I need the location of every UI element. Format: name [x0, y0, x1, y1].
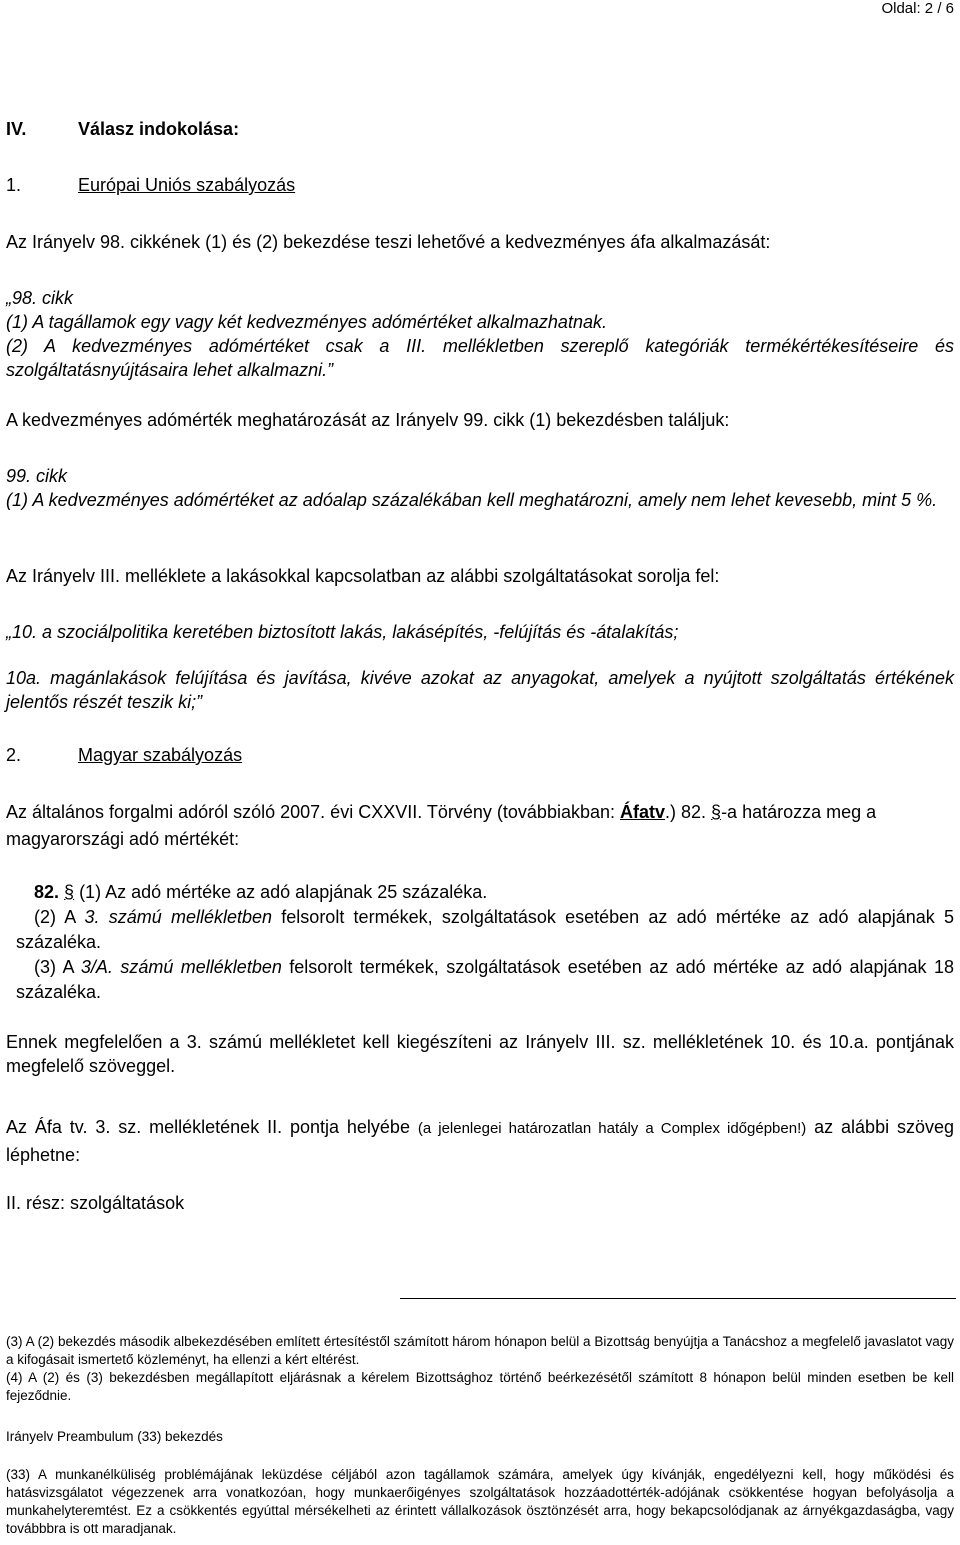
article-99-title: 99. cikk	[6, 466, 68, 486]
afatv-annex-paragraph	[6, 1114, 954, 1169]
section-1-heading	[6, 173, 954, 197]
afa-law-paragraph	[6, 799, 954, 853]
law-82-section-sign[interactable]: §	[64, 882, 75, 902]
annex-3a-link[interactable]: 3/A. számú mellékletben	[80, 957, 282, 977]
intro-paragraph: Az Irányelv 98. cikkének (1) és (2) bekezdése teszi lehetővé a kedvezményes áfa alkalmazását:	[6, 232, 771, 252]
article-99-para-1: (1) A kedvezményes adómértéket az adóalap százalékában kell meghatározni, amely nem lehet kevesebb, mint 5 %.	[6, 490, 938, 510]
section-2-title: Magyar szabályozás	[78, 745, 243, 765]
part-2-heading: II. rész: szolgáltatások	[6, 1193, 185, 1213]
preambulum-heading: Irányelv Preambulum (33) bekezdés	[6, 1429, 223, 1444]
section-sign-link[interactable]: §	[711, 802, 722, 822]
afa-law-text-mid: .) 82.	[665, 802, 712, 822]
section-2-number: 2.	[6, 745, 22, 765]
law-82-para-3-a: (3) A	[34, 957, 81, 977]
ennek-paragraph: Ennek megfelelően a 3. számú mellékletet kell kiegészíteni az Irányelv III. sz. mellékletének 10. és 10.a. pontjának megfelelő szöveggel.	[6, 1032, 954, 1076]
article-98-para-1: (1) A tagállamok egy vagy két kedvezményes adómértéket alkalmazhatnak.	[6, 312, 607, 332]
afatv-annex-note: (a jelenlegei határozatlan hatály a Complex időgépben!)	[417, 1120, 807, 1137]
annex-intro: Az Irányelv III. melléklete a lakásokkal kapcsolatban az alábbi szolgáltatásokat sorolja fel:	[6, 566, 720, 586]
annex-3-link[interactable]: 3. számú mellékletben	[84, 907, 273, 927]
section-1-number: 1.	[6, 175, 22, 195]
section-1-title: Európai Uniós szabályozás	[78, 175, 296, 195]
law-82-para-3	[16, 955, 954, 1005]
article-98-para-2: (2) A kedvezményes adómértéket csak a III. mellékletben szereplő kategóriák termékértékesítéseire és szolgáltatásnyújtásaira lehet alkalmazni.”	[6, 336, 954, 380]
page-number: Oldal: 2 / 6	[881, 0, 954, 17]
article-98-quote	[6, 286, 954, 382]
law-82-para-2	[16, 905, 954, 955]
law-82-para-1	[16, 880, 954, 905]
annex-item-10: „10. a szociálpolitika keretében biztosított lakás, lakásépítés, -felújítás és -átalakítás;	[6, 622, 679, 642]
section-iv-title: Válasz indokolása:	[78, 119, 240, 139]
annex-item-10a: 10a. magánlakások felújítása és javítása, kivéve azokat az anyagokat, amelyek a nyújtott szolgáltatás értékének jelentős részét teszik ki;”	[6, 668, 954, 712]
law-82-block	[6, 880, 954, 1005]
law-82-para-2-c: felsorolt termékek, szolgáltatások esetében az adó mértéke az adó alapjának 5 százaléka.	[16, 907, 954, 952]
law-82-para-2-a: (2) A	[34, 907, 85, 927]
footnote-33: (33) A munkanélküliség problémájának leküzdése céljából azon tagállamok számára, amelyek úgy kívánják, engedélyezni kell, hogy működési és hatásvizsgálatot végezzenek arra vonatkozóan, hogy munkaerőigényes szolgáltatások hozzáadottérték-adójának csökkentése hogyan befolyásolja a munkahelyteremtést. Ez a csökkentés egyúttal mérsékelheti az érintett vállalkozások ösztönzését arra, hogy bekapcsolódjanak az árnyékgazdaságba, vagy továbbbra is ott maradjanak.	[6, 1467, 954, 1536]
afatv-annex-text: Az Áfa tv. 3. sz. mellékletének II. pontja helyébe	[6, 1117, 418, 1137]
section-2-heading	[6, 743, 954, 767]
article-99-quote	[6, 464, 954, 512]
afatv-annex-text-end: az alábbi szöveg léphetne:	[6, 1117, 954, 1165]
afatv-link[interactable]: Áfatv	[620, 802, 666, 822]
afa-law-text-end: -a határozza meg a magyarországi adó mértékét:	[6, 802, 877, 849]
footnote-4: (4) A (2) és (3) bekezdésben megállapított eljárásnak a kérelem Bizottsághoz történő beérkezésétől számított 8 hónapon belül minden esetben be kell fejeződnie.	[6, 1370, 954, 1403]
footnote-divider	[400, 1298, 956, 1299]
law-82-para-1-text: (1) Az adó mértéke az adó alapjának 25 százaléka.	[74, 882, 488, 902]
article-99-intro: A kedvezményes adómérték meghatározását az Irányelv 99. cikk (1) bekezdésben találjuk:	[6, 410, 730, 430]
afa-law-text: Az általános forgalmi adóról szóló 2007. évi CXXVII. Törvény (továbbiakban:	[6, 802, 620, 822]
law-82-number: 82.	[34, 882, 60, 902]
law-82-para-3-c: felsorolt termékek, szolgáltatások esetében az adó mértéke az adó alapjának 18 százaléka.	[16, 957, 954, 1002]
article-98-title: „98. cikk	[6, 288, 74, 308]
section-iv-heading	[6, 117, 954, 141]
footnote-3: (3) A (2) bekezdés második albekezdésében említett értesítéstől számított három hónapon belül a Bizottság benyújtja a Tanácshoz a megfelelő javaslatot vagy a kifogásait ismertető közleményt, ha ellenzi a kért eltérést.	[6, 1334, 954, 1367]
section-iv-number: IV.	[6, 119, 27, 139]
